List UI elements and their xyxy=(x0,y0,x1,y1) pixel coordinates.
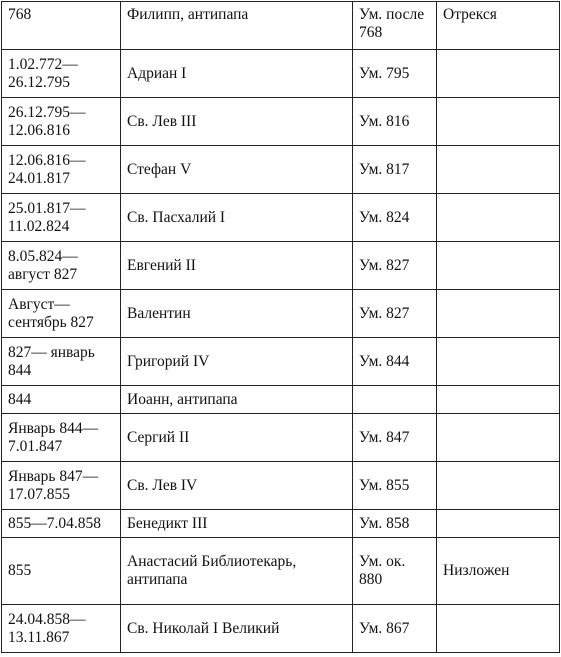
date-cell: 25.01.817—11.02.824 xyxy=(2,194,121,242)
table-row xyxy=(2,146,560,194)
table-row xyxy=(2,338,560,386)
table-row xyxy=(2,50,560,98)
note-cell xyxy=(437,146,560,194)
table-row xyxy=(2,538,560,605)
table-row xyxy=(2,605,560,653)
name-cell: Анастасий Библиотекарь, антипапа xyxy=(121,538,353,605)
note-cell xyxy=(437,338,560,386)
death-cell: Ум. ок. 880 xyxy=(353,538,437,605)
table-row xyxy=(2,2,560,50)
date-cell: 768 xyxy=(2,2,121,50)
date-cell: Август—сентябрь 827 xyxy=(2,290,121,338)
name-cell: Св. Лев III xyxy=(121,98,353,146)
table-row xyxy=(2,98,560,146)
death-cell: Ум. 817 xyxy=(353,146,437,194)
date-cell: 8.05.824— август 827 xyxy=(2,242,121,290)
table-row xyxy=(2,290,560,338)
name-cell: Бенедикт III xyxy=(121,510,353,538)
note-cell xyxy=(437,414,560,462)
note-cell xyxy=(437,242,560,290)
name-cell: Евгений II xyxy=(121,242,353,290)
note-cell xyxy=(437,605,560,653)
date-cell: 12.06.816—24.01.817 xyxy=(2,146,121,194)
date-cell: 26.12.795—12.06.816 xyxy=(2,98,121,146)
note-cell xyxy=(437,98,560,146)
date-cell: 844 xyxy=(2,386,121,414)
note-cell xyxy=(437,290,560,338)
name-cell: Филипп, антипапа xyxy=(121,2,353,50)
death-cell: Ум. 858 xyxy=(353,510,437,538)
name-cell: Григорий IV xyxy=(121,338,353,386)
death-cell: Ум. 827 xyxy=(353,290,437,338)
note-cell xyxy=(437,386,560,414)
date-cell: Январь 844—7.01.847 xyxy=(2,414,121,462)
table-row xyxy=(2,386,560,414)
death-cell: Ум. 795 xyxy=(353,50,437,98)
name-cell: Валентин xyxy=(121,290,353,338)
death-cell: Ум. 816 xyxy=(353,98,437,146)
note-cell: Отрекся xyxy=(437,2,560,50)
death-cell xyxy=(353,386,437,414)
note-cell: Низложен xyxy=(437,538,560,605)
date-cell: 855—7.04.858 xyxy=(2,510,121,538)
death-cell: Ум. 844 xyxy=(353,338,437,386)
table-row xyxy=(2,510,560,538)
name-cell: Стефан V xyxy=(121,146,353,194)
note-cell xyxy=(437,510,560,538)
table-row xyxy=(2,194,560,242)
name-cell: Св. Пасхалий I xyxy=(121,194,353,242)
popes-table xyxy=(1,1,560,653)
date-cell: 24.04.858—13.11.867 xyxy=(2,605,121,653)
table-row xyxy=(2,414,560,462)
date-cell: 827— январь 844 xyxy=(2,338,121,386)
death-cell: Ум. после 768 xyxy=(353,2,437,50)
death-cell: Ум. 827 xyxy=(353,242,437,290)
note-cell xyxy=(437,194,560,242)
name-cell: Иоанн, антипапа xyxy=(121,386,353,414)
death-cell: Ум. 824 xyxy=(353,194,437,242)
name-cell: Св. Николай I Великий xyxy=(121,605,353,653)
date-cell: Январь 847—17.07.855 xyxy=(2,462,121,510)
note-cell xyxy=(437,462,560,510)
death-cell: Ум. 855 xyxy=(353,462,437,510)
name-cell: Св. Лев IV xyxy=(121,462,353,510)
death-cell: Ум. 847 xyxy=(353,414,437,462)
table-row xyxy=(2,462,560,510)
name-cell: Сергий II xyxy=(121,414,353,462)
table-row xyxy=(2,242,560,290)
date-cell: 855 xyxy=(2,538,121,605)
note-cell xyxy=(437,50,560,98)
death-cell: Ум. 867 xyxy=(353,605,437,653)
date-cell: 1.02.772—26.12.795 xyxy=(2,50,121,98)
name-cell: Адриан I xyxy=(121,50,353,98)
